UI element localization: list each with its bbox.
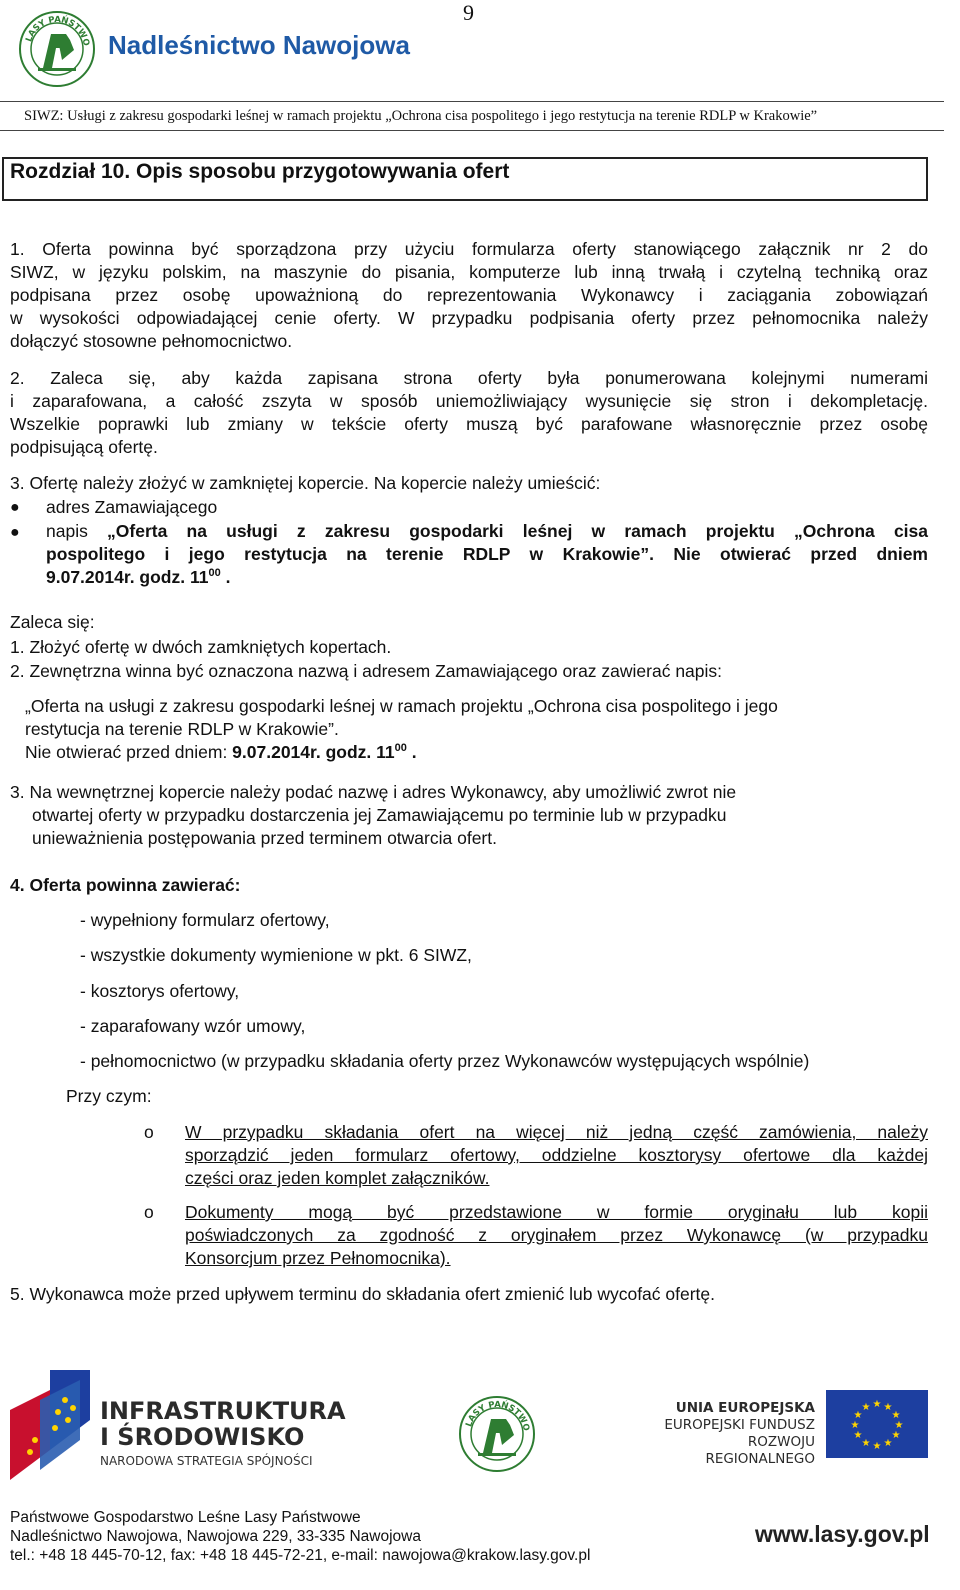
bullet-2-bold: „Oferta na usługi z zakresu gospodarki leśnej w ramach projektu „Ochrona cisa — [107, 521, 928, 541]
svg-text:LASY PAŃSTWOWE: LASY PAŃSTWO — [464, 1399, 531, 1433]
paragraph-2 — [10, 367, 928, 459]
p5: 5. Wykonawca może przed upływem terminu do składania ofert zmienić lub wycofać ofertę. — [10, 1284, 716, 1304]
svg-text:★: ★ — [891, 1410, 901, 1421]
svg-text:★: ★ — [883, 1438, 893, 1449]
p3-bullet-1: adres Zamawiającego — [46, 497, 218, 517]
siwz-running-header: SIWZ: Usługi z zakresu gospodarki leśnej w ramach projektu „Ochrona cisa pospolitego i jego restytucja na terenie RDLP w Krakowie” — [24, 108, 818, 124]
zaleca-item-1: 1. Złożyć ofertę w dwóch zamkniętych kopertach. — [10, 637, 392, 657]
chapter-title: Rozdział 10. Opis sposobu przygotowywania ofert — [10, 160, 510, 183]
p4-item: - zaparafowany wzór umowy, — [80, 1016, 306, 1036]
p2-line: Wszelkie poprawki lub zmiany w tekście oferty muszą być parafowane własnoręcznie przez osobę — [10, 414, 928, 434]
sub-item-2 — [185, 1201, 928, 1270]
p3-intro: 3. Ofertę należy złożyć w zamkniętej kopercie. Na kopercie należy umieścić: — [10, 473, 601, 493]
item3-line: unieważnienia postępowania przed terminem otwarcia ofert. — [32, 828, 497, 848]
ue-logo-text — [645, 1400, 815, 1468]
quote-line: restytucja na terenie RDLP w Krakowie”. — [25, 719, 339, 739]
p1-line: w wysokości odpowiadającej cenie oferty. W przypadku podpisania oferty przez pełnomocnika należy — [10, 308, 928, 328]
p2-line: podpisującą ofertę. — [10, 437, 158, 457]
footer-line: Nadleśnictwo Nawojowa, Nawojowa 229, 33-335 Nawojowa — [10, 1528, 421, 1545]
quote-line: „Oferta na usługi z zakresu gospodarki leśnej w ramach projektu „Ochrona cisa pospolitego i jego — [25, 696, 778, 716]
header-divider — [0, 101, 944, 102]
bullet-2-sup: 00 — [208, 567, 221, 580]
p1-line: dołączyć stosowne pełnomocnictwo. — [10, 331, 293, 351]
lasy-panstwowe-footer-logo — [458, 1395, 536, 1473]
sub-item-1 — [185, 1121, 928, 1190]
p4-item: - kosztorys ofertowy, — [80, 981, 240, 1001]
quote-end: . — [406, 742, 417, 762]
lasy-panstwowe-logo — [18, 10, 96, 88]
ue-line-3: ROZWOJU REGIONALNEGO — [705, 1434, 815, 1467]
zaleca-item-3 — [10, 781, 870, 850]
svg-text:★: ★ — [872, 1399, 882, 1410]
ue-line-1: UNIA EUROPEJSKA — [675, 1400, 815, 1416]
bullet-2-end: . — [220, 567, 231, 587]
quote-line-prefix: Nie otwierać przed dniem: — [25, 742, 233, 762]
svg-text:★: ★ — [850, 1420, 860, 1431]
sub1-line: części oraz jeden komplet załączników. — [185, 1168, 490, 1188]
sub2-line: Konsorcjum przez Pełnomocnika). — [185, 1248, 451, 1268]
zaleca-item-2: 2. Zewnętrzna winna być oznaczona nazwą i adresem Zamawiającego oraz zawierać napis: — [10, 661, 723, 681]
p3-bullet-2 — [46, 520, 928, 589]
bullet-2-bold: pospolitego i jego restytucja na terenie RDLP w Krakowie”. Nie otwierać przed dniem — [46, 544, 928, 564]
bullet-dot: ● — [10, 524, 20, 541]
zaleca-title: Zaleca się: — [10, 612, 95, 632]
infra-line-2: I ŚRODOWISKO — [100, 1423, 305, 1451]
svg-text:★: ★ — [891, 1430, 901, 1441]
infra-line-1: INFRASTRUKTURA — [100, 1397, 346, 1425]
p4-item: - wypełniony formularz ofertowy, — [80, 910, 330, 930]
p1-line: SIWZ, w języku polskim, na maszynie do pisania, komputerze lub inną trwałą i czytelną techniką oraz — [10, 262, 928, 282]
sub2-line: Dokumenty mogą być przedstawione w formie oryginału lub kopii — [185, 1202, 928, 1222]
svg-text:★: ★ — [861, 1402, 871, 1413]
p4-title: 4. Oferta powinna zawierać: — [10, 875, 241, 895]
svg-text:★: ★ — [894, 1420, 904, 1431]
quote-sup: 00 — [394, 742, 407, 755]
p2-line: 2. Zaleca się, aby każda zapisana strona oferty była ponumerowana kolejnymi numerami — [10, 368, 928, 388]
eu-flag — [826, 1390, 928, 1458]
p1-line: podpisana przez osobę upoważnioną do reprezentowania Wykonawcy i zaciągania zobowiązań — [10, 285, 928, 305]
svg-text:LASY PAŃSTWOWE: LASY PAŃSTWO — [24, 14, 91, 48]
footer-line: Państwowe Gospodarstwo Leśne Lasy Państwowe — [10, 1509, 361, 1526]
bullet-2-date: 9.07.2014r. godz. 11 — [46, 567, 209, 587]
svg-text:★: ★ — [861, 1438, 871, 1449]
p1-line: 1. Oferta powinna być sporządzona przy użyciu formularza oferty stanowiącego załącznik nr 2 do — [10, 239, 928, 259]
sub1-line: W przypadku składania ofert na więcej niż jedną część zamówienia, należy — [185, 1122, 928, 1142]
sub-marker: o — [144, 1202, 154, 1222]
sub1-line: sporządzić jeden formularz ofertowy, oddzielne kosztorysy ofertowe dla każdej — [185, 1145, 928, 1165]
svg-text:★: ★ — [853, 1410, 863, 1421]
svg-text:★: ★ — [872, 1441, 882, 1452]
bullet-dot: ● — [10, 499, 20, 516]
ue-line-2: EUROPEJSKI FUNDUSZ — [664, 1417, 815, 1433]
footer-line: tel.: +48 18 445-70-12, fax: +48 18 445-72-21, e-mail: nawojowa@krakow.lasy.gov.pl — [10, 1547, 591, 1564]
zaleca-quote — [25, 695, 905, 764]
footer-address — [10, 1508, 590, 1565]
header-divider-2 — [0, 130, 944, 131]
paragraph-1 — [10, 238, 928, 353]
footer-url[interactable]: www.lasy.gov.pl — [755, 1521, 930, 1547]
svg-text:★: ★ — [853, 1430, 863, 1441]
infra-line-3: NARODOWA STRATEGIA SPÓJNOŚCI — [100, 1454, 313, 1468]
p4-item: - pełnomocnictwo (w przypadku składania oferty przez Wykonawców występujących wspólnie) — [80, 1051, 810, 1071]
infrastruktura-logo-text — [100, 1398, 346, 1468]
item3-line: otwartej oferty w przypadku dostarczenia jej Zamawiającemu po terminie lub w przypadku — [32, 805, 727, 825]
sub2-line: poświadczonych za zgodność z oryginałem przez Wykonawcę (w przypadku — [185, 1225, 928, 1245]
p2-line: i zaparafowana, a całość zszyta w sposób uniemożliwiający wysunięcie się stron i dekompletację. — [10, 391, 928, 411]
org-name: Nadleśnictwo Nawojowa — [108, 30, 410, 60]
quote-date: 9.07.2014r. godz. 11 — [232, 742, 395, 762]
przy-czym: Przy czym: — [66, 1086, 152, 1106]
bullet-2-prefix: napis — [46, 521, 108, 541]
infrastruktura-logo-graphic — [10, 1370, 100, 1490]
svg-text:★: ★ — [883, 1402, 893, 1413]
sub-marker: o — [144, 1122, 154, 1142]
item3-line: 3. Na wewnętrznej kopercie należy podać nazwę i adres Wykonawcy, aby umożliwić zwrot nie — [10, 782, 737, 802]
p4-item: - wszystkie dokumenty wymienione w pkt. 6 SIWZ, — [80, 945, 472, 965]
page-number: 9 — [463, 0, 474, 25]
